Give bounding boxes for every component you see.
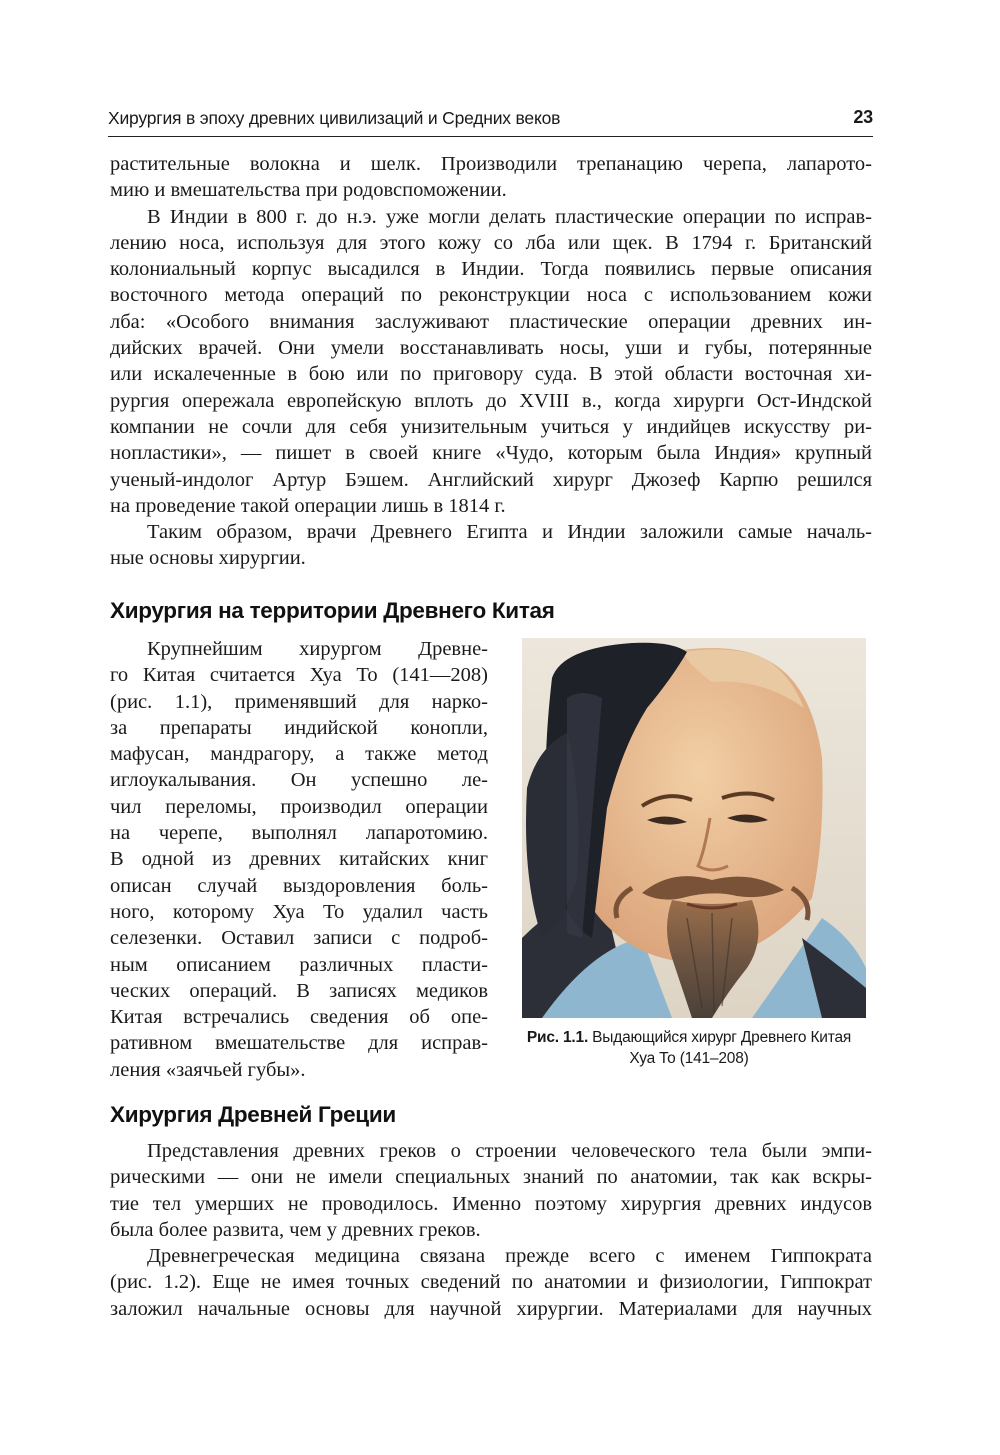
text-line: ные основы хирургии. (110, 547, 306, 570)
text-line: или искалеченные в бою или по приговору суда. В этой области восточная хи- (110, 363, 872, 386)
running-title: Хирургия в эпоху древних цивилизаций и Средних веков (108, 108, 561, 128)
figure-caption (505, 1027, 873, 1069)
caption-text-line-2: Хуа То (141–208) (629, 1050, 749, 1067)
text-line: мафусан, мандрагору, а также метод (110, 743, 488, 766)
text-line: В Индии в 800 г. до н.э. уже могли делать пластические операции по исправ- (147, 205, 872, 228)
text-line: ного, которому Хуа То удалил часть (110, 900, 488, 923)
text-line: восточного метода операций по реконструкции носа с использованием кожи (110, 284, 872, 307)
china-text (110, 636, 488, 1083)
page-number: 23 (853, 107, 873, 127)
text-line: иглоукалывания. Он успешно ле- (110, 769, 488, 792)
intro-text (110, 151, 872, 572)
text-line: растительные волокна и шелк. Производили трепанацию черепа, лапарото- (110, 153, 872, 175)
text-line: дийских врачей. Они умели восстанавливать носы, уши и губы, потерянные (110, 337, 872, 360)
text-line: Древнегреческая медицина связана прежде всего с именем Гиппократа (147, 1245, 872, 1268)
text-line: тие тел умерших не проводилось. Именно поэтому хирургия древних индусов (110, 1192, 872, 1215)
text-line: селезенки. Оставил записи с подроб- (110, 927, 488, 950)
text-line: лба: «Особого внимания заслуживают пластические операции древних ин- (110, 310, 872, 333)
text-line: (рис. 1.1), применявший для нарко- (110, 690, 488, 713)
text-line: лению носа, используя для этого кожу со лба или щек. В 1794 г. Британский (110, 231, 872, 254)
text-line: ным описанием различных пласти- (110, 953, 488, 976)
text-line: заложил начальные основы для научной хирургии. Материалами для научных (110, 1297, 872, 1320)
text-line: рургия опережала европейскую вплоть до XVIII в., когда хирурги Ост-Индской (110, 389, 872, 412)
text-line: ративном вмешательстве для исправ- (110, 1032, 488, 1055)
text-line: (рис. 1.2). Еще не имея точных сведений по анатомии и физиологии, Гиппократ (110, 1271, 872, 1294)
caption-text: Выдающийся хирург Древнего Китая (592, 1029, 852, 1046)
section-heading-china: Хирургия на территории Древнего Китая (110, 598, 555, 623)
running-header (108, 104, 873, 134)
text-line: В одной из древних китайских книг (110, 848, 488, 871)
text-line: мию и вмешательства при родовспоможении. (110, 179, 507, 202)
portrait-illustration (522, 638, 866, 1018)
text-line: на проведение такой операции лишь в 1814 г. (110, 494, 506, 517)
text-line: Крупнейшим хирургом Древне- (147, 638, 488, 660)
section-heading-greece: Хирургия Древней Греции (110, 1102, 396, 1127)
text-line: колониальный корпус высадился в Индии. Тогда появились первые описания (110, 258, 872, 281)
text-line: го Китая считается Хуа То (141—208) (110, 664, 488, 687)
text-line: была более развита, чем у древних греков. (110, 1218, 481, 1241)
text-line: чил переломы, производил операции (110, 795, 488, 818)
text-line: ученый-индолог Артур Бэшем. Английский хирург Джозеф Карпю решился (110, 468, 872, 491)
text-line: нопластики», — пишет в своей книге «Чудо, которым была Индия» крупный (110, 442, 872, 465)
text-line: Китая встречались сведения об опе- (110, 1006, 488, 1029)
greece-text (110, 1138, 872, 1322)
text-line: ческих операций. В записях медиков (110, 979, 488, 1002)
figure-hua-tuo-portrait (522, 638, 866, 1018)
text-line: описан случай выздоровления боль- (110, 874, 488, 897)
caption-label: Рис. 1.1. (526, 1029, 589, 1046)
text-line: компании не сочли для себя унизительным учиться у индийцев искусству ри- (110, 415, 872, 438)
text-line: за препараты индийской конопли, (110, 716, 488, 739)
text-line: ления «заячьей губы». (110, 1058, 306, 1081)
text-line: рическими — они не имели специальных знаний по анатомии, так как вскры- (110, 1166, 872, 1189)
text-line: Таким образом, врачи Древнего Египта и Индии заложили самые началь- (147, 521, 872, 544)
header-rule (108, 136, 873, 137)
text-line: на черепе, выполнял лапаротомию. (110, 822, 488, 845)
text-line: Представления древних греков о строении человеческого тела были эмпи- (147, 1140, 872, 1162)
